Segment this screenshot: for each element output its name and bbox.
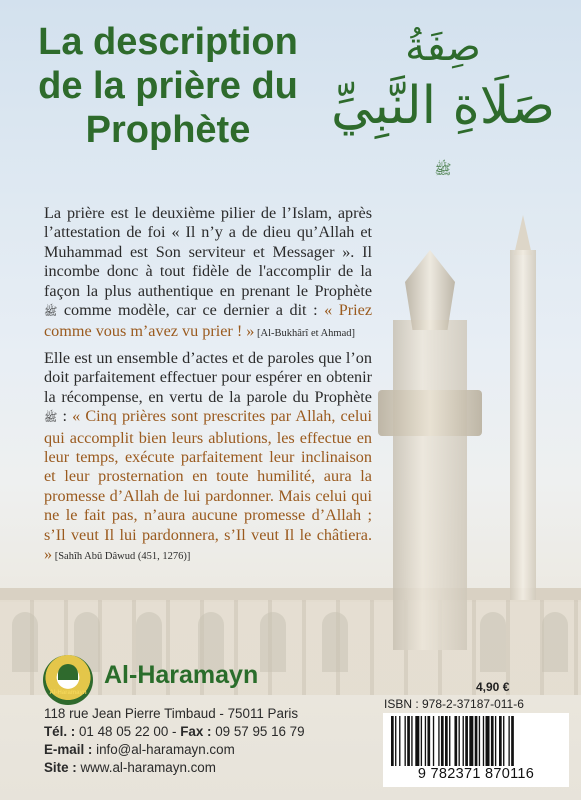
arch-shape bbox=[542, 612, 568, 672]
arabic-title-line1: صِفَةُ bbox=[405, 24, 481, 70]
paragraph-text: La prière est le deuxième pilier de l’Islam, après l’attestation de foi « Il n’y a de dieu qu’Allah et Muhammad est Son serviteur et Messager ». Il incombe donc à tout fidèle de l'accomplir de la façon la plus authentique en prenant le Prophète bbox=[44, 204, 372, 300]
barcode-bar bbox=[486, 716, 490, 766]
paragraph-text: comme modèle, car ce dernier a dit : bbox=[57, 301, 325, 320]
book-title-french: La description de la prière du Prophète bbox=[38, 21, 298, 151]
paragraph-text: : bbox=[57, 407, 73, 426]
barcode-bar bbox=[441, 716, 444, 766]
barcode-bar bbox=[421, 716, 422, 766]
paragraph-text: Elle est un ensemble d’actes et de paroles que l’on doit parfaitement effectuer pour espérer en obtenir la récompense, en vertu de la parole du Prophète bbox=[44, 349, 372, 406]
isbn: ISBN : 978-2-37187-011-6 bbox=[384, 697, 524, 711]
intro-paragraph bbox=[44, 204, 372, 344]
barcode-bar bbox=[503, 716, 504, 766]
barcode-bar bbox=[463, 716, 464, 766]
barcode-bar bbox=[405, 716, 406, 766]
site-line: Site : www.al-haramayn.com bbox=[44, 760, 216, 775]
honorific-symbol: ﷺ bbox=[44, 412, 58, 425]
publisher-name: Al-Haramayn bbox=[104, 661, 259, 689]
barcode-bar bbox=[508, 716, 509, 766]
lamp-pillar-image bbox=[393, 320, 467, 650]
barcode-bar bbox=[407, 716, 410, 766]
hadith-reference: [Al-Bukhârî et Ahmad] bbox=[254, 328, 355, 340]
barcode-bar bbox=[483, 716, 484, 766]
barcode-number: 9 782371 870116 bbox=[417, 766, 535, 782]
barcode-bar bbox=[454, 716, 457, 766]
barcode-bar bbox=[491, 716, 494, 766]
arch-shape bbox=[322, 612, 348, 672]
barcode bbox=[391, 716, 563, 768]
publisher-logo bbox=[43, 655, 93, 705]
barcode-bar bbox=[391, 716, 394, 766]
barcode-bar bbox=[411, 716, 412, 766]
arch-shape bbox=[480, 612, 506, 672]
barcode-bar bbox=[415, 716, 419, 766]
price: 4,90 € bbox=[476, 680, 510, 694]
barcode-bar bbox=[465, 716, 468, 766]
email-line: E-mail : info@al-haramayn.com bbox=[44, 742, 235, 757]
barcode-bar bbox=[469, 716, 473, 766]
hadith-quote: « Priez comme vous m’avez vu prier ! » bbox=[44, 301, 373, 341]
barcode-bar bbox=[495, 716, 496, 766]
barcode-bar bbox=[427, 716, 430, 766]
arabic-title-text: صَلَاةِ النَّبِيِّ bbox=[331, 76, 555, 136]
barcode-bar bbox=[395, 716, 396, 766]
honorific-symbol: ﷺ bbox=[44, 306, 58, 319]
barcode-bar bbox=[449, 716, 450, 766]
hadith-quote: « Cinq prières sont prescrites par Allah, celui qui accomplit bien leurs ablutions, les effectue en leur temps, exécute parfaitement leur inclinaison et leur prosternation en toute humilité, aura la promesse d’Allah de lui pardonner. Mais celui qui ne le fait pas, n’aura aucune promesse d’Allah ; s’Il veut Il lui pardonnera, s’Il veut Il le châtiera. » bbox=[44, 407, 372, 564]
lamp-pillar-capital bbox=[378, 390, 482, 436]
barcode-bar bbox=[511, 716, 514, 766]
barcode-bar bbox=[425, 716, 426, 766]
barcode-bar bbox=[399, 716, 400, 766]
barcode-bar bbox=[459, 716, 460, 766]
minaret-image bbox=[510, 250, 536, 600]
barcode-bar bbox=[433, 716, 434, 766]
barcode-bar bbox=[499, 716, 502, 766]
book-title-arabic bbox=[318, 20, 568, 180]
arabic-title-line2 bbox=[318, 74, 568, 202]
arch-shape bbox=[12, 612, 38, 672]
arch-shape bbox=[260, 612, 286, 672]
barcode-bar bbox=[475, 716, 478, 766]
honorific-symbol: ﷺ bbox=[434, 162, 452, 178]
hadith-reference: [Sahîh Abû Dâwud (451, 1276)] bbox=[52, 551, 191, 563]
address: 118 rue Jean Pierre Timbaud - 75011 Paris bbox=[44, 706, 299, 721]
second-paragraph bbox=[44, 349, 372, 566]
phone-line: Tél. : 01 48 05 22 00 - Fax : 09 57 95 16 79 bbox=[44, 724, 305, 739]
logo-text: Al-Haramayn bbox=[49, 690, 87, 696]
barcode-bar bbox=[438, 716, 439, 766]
barcode-bar bbox=[445, 716, 448, 766]
logo-dome-icon bbox=[58, 664, 78, 680]
publisher-contact bbox=[44, 705, 305, 777]
barcode-bar bbox=[479, 716, 480, 766]
